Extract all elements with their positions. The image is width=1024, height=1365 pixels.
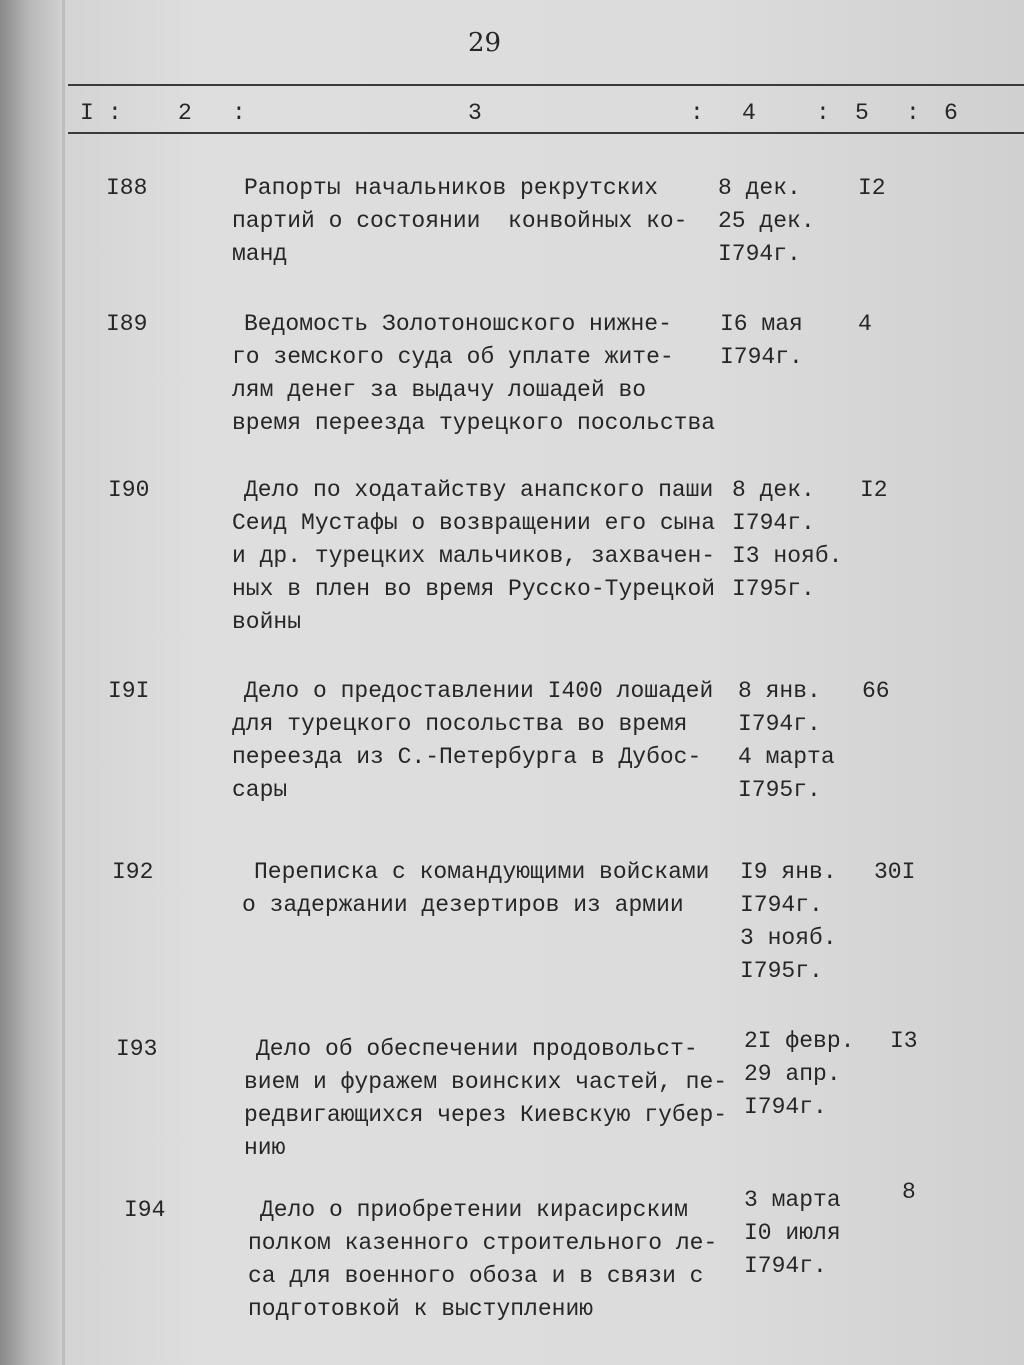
column-header-1: I: [80, 100, 94, 126]
entry-dates: [732, 474, 842, 606]
entry-sheet-count: I2: [858, 175, 886, 201]
description-line: ных в плен во время Русско-Турецкой: [232, 576, 716, 602]
entry-number: I92: [112, 859, 154, 885]
date-line: 8 дек.: [732, 477, 815, 503]
entry-sheet-count: I2: [860, 477, 888, 503]
column-header-3: 3: [468, 100, 482, 126]
description-line: для турецкого посольства во время: [232, 711, 688, 737]
date-line: I794г.: [744, 1094, 827, 1120]
column-separator: :: [690, 100, 704, 126]
description-line: лям денег за выдачу лошадей во: [232, 377, 647, 403]
description-line: Рапорты начальников рекрутских: [244, 175, 659, 201]
date-line: I794г.: [718, 241, 801, 267]
date-line: I3 нояб.: [732, 543, 843, 569]
date-line: I0 июля: [744, 1220, 841, 1246]
entry-description: [248, 1194, 717, 1326]
date-line: I794г.: [732, 510, 815, 536]
column-header-2: 2: [178, 100, 192, 126]
description-line: о задержании дезертиров из армии: [242, 892, 684, 918]
entry-dates: [744, 1184, 841, 1283]
date-line: I795г.: [740, 958, 823, 984]
entry-description: [244, 1033, 727, 1165]
date-line: 8 дек.: [718, 175, 801, 201]
date-line: 25 дек.: [718, 208, 815, 234]
date-line: I9 янв.: [740, 859, 837, 885]
description-line: Дело об обеспечении продовольст-: [256, 1036, 698, 1062]
column-header-6: 6: [944, 100, 958, 126]
description-line: Дело о приобретении кирасирским: [260, 1197, 688, 1223]
description-line: Дело о предоставлении I400 лошадей: [244, 678, 714, 704]
entry-number: I94: [124, 1197, 166, 1223]
date-line: I794г.: [744, 1253, 827, 1279]
entry-dates: [740, 856, 837, 988]
date-line: 29 апр.: [744, 1061, 841, 1087]
entry-sheet-count: I3: [890, 1028, 918, 1054]
date-line: I795г.: [738, 777, 821, 803]
entry-description: [242, 856, 709, 922]
entry-dates: [720, 308, 803, 374]
entry-sheet-count: 8: [902, 1179, 916, 1205]
description-line: и др. турецких мальчиков, захвачен-: [232, 543, 716, 569]
entry-number: I88: [106, 175, 148, 201]
description-line: редвигающихся через Киевскую губер-: [244, 1102, 728, 1128]
date-line: I795г.: [732, 576, 815, 602]
column-separator: :: [816, 100, 830, 126]
description-line: время переезда турецкого посольства: [232, 410, 716, 436]
entry-description: [232, 172, 687, 271]
date-line: I794г.: [720, 344, 803, 370]
description-line: переезда из С.-Петербурга в Дубос-: [232, 744, 702, 770]
column-header-4: 4: [742, 100, 756, 126]
description-line: нию: [244, 1135, 286, 1161]
column-separator: :: [108, 100, 122, 126]
date-line: I794г.: [738, 711, 821, 737]
entry-sheet-count: 30I: [874, 859, 916, 885]
date-line: 3 марта: [744, 1187, 841, 1213]
entry-dates: [738, 675, 835, 807]
description-line: полком казенного строительного ле-: [248, 1230, 718, 1256]
description-line: сары: [232, 777, 288, 803]
description-line: манд: [232, 241, 288, 267]
date-line: I6 мая: [720, 311, 803, 337]
description-line: Переписка с командующими войсками: [254, 859, 710, 885]
date-line: 3 нояб.: [740, 925, 837, 951]
entry-dates: [718, 172, 815, 271]
description-line: вием и фуражем воинских частей, пе-: [244, 1069, 728, 1095]
entry-number: I90: [108, 477, 150, 503]
column-separator: :: [906, 100, 920, 126]
description-line: Сеид Мустафы о возвращении его сына: [232, 510, 716, 536]
entry-description: [232, 675, 713, 807]
description-line: го земского суда об уплате жите-: [232, 344, 674, 370]
description-line: Дело по ходатайству анапского паши: [244, 477, 714, 503]
description-line: са для военного обоза и в связи с: [248, 1263, 704, 1289]
entry-sheet-count: 4: [858, 311, 872, 337]
entry-description: [232, 474, 715, 639]
entry-sheet-count: 66: [862, 678, 890, 704]
entry-number: I93: [116, 1036, 158, 1062]
description-line: Ведомость Золотоношского нижне-: [244, 311, 672, 337]
description-line: подготовкой к выступлению: [248, 1296, 594, 1322]
entry-number: I89: [106, 311, 148, 337]
date-line: 2I февр.: [744, 1028, 855, 1054]
column-header-5: 5: [855, 100, 869, 126]
description-line: партий о состоянии конвойных ко-: [232, 208, 688, 234]
page-number: 29: [468, 28, 502, 58]
date-line: I794г.: [740, 892, 823, 918]
entry-number: I9I: [108, 678, 150, 704]
entry-description: [232, 308, 715, 440]
date-line: 4 марта: [738, 744, 835, 770]
header-bottom-rule: [68, 132, 1024, 134]
description-line: войны: [232, 609, 302, 635]
entry-dates: [744, 1025, 854, 1124]
date-line: 8 янв.: [738, 678, 821, 704]
page-edge: [62, 0, 65, 1365]
column-separator: :: [232, 100, 246, 126]
header-top-rule: [68, 84, 1024, 86]
